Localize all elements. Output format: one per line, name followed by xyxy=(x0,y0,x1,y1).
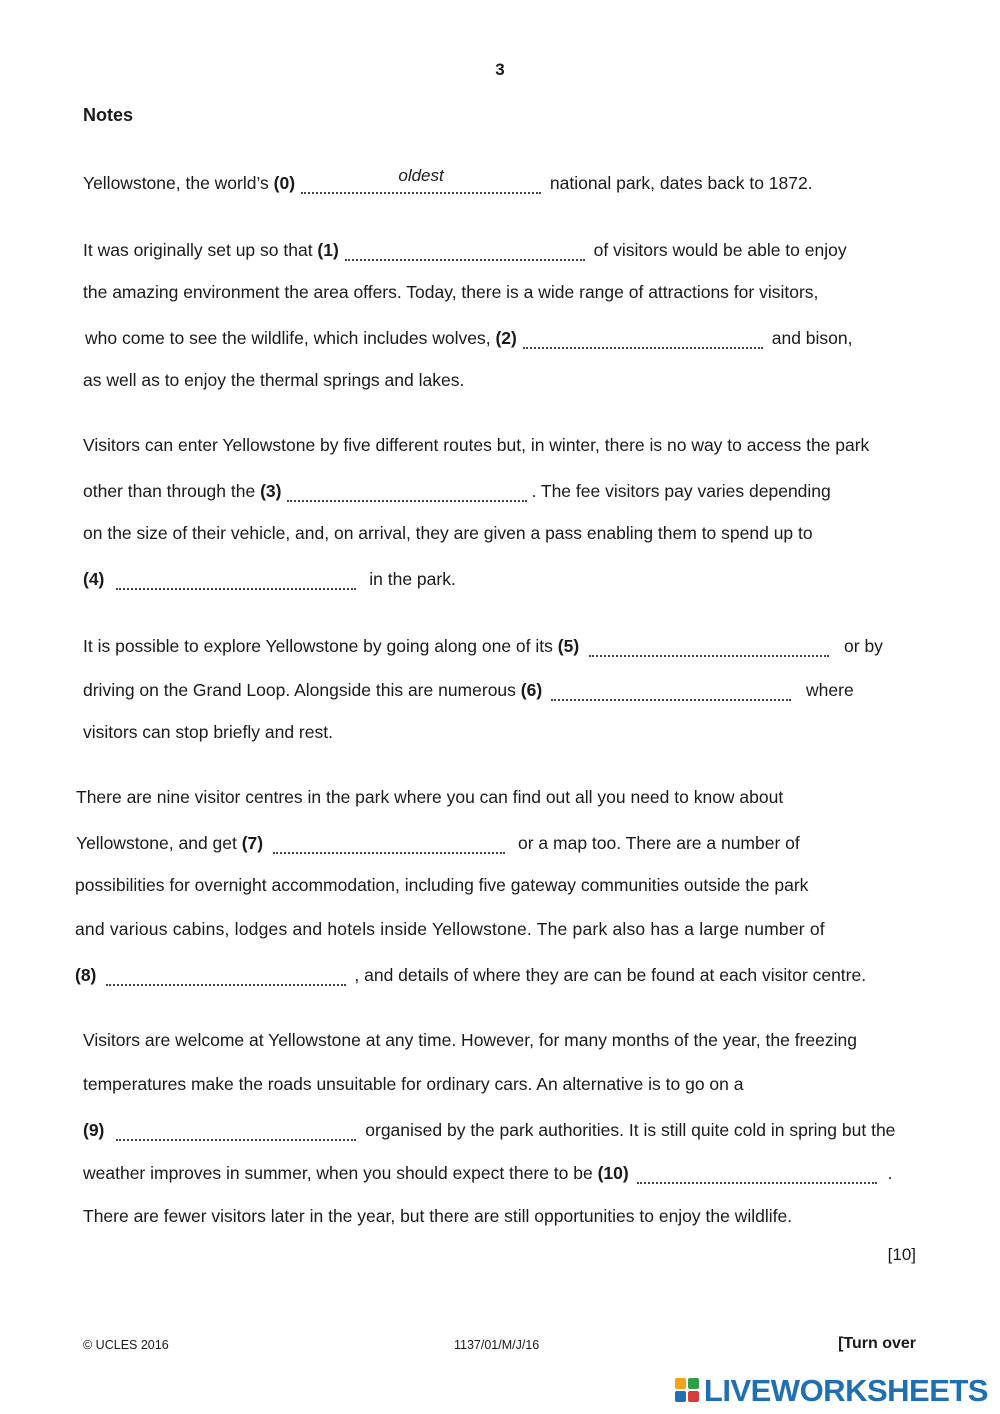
gap-number: (8) xyxy=(75,965,97,985)
text-line: other than through the (3) . The fee visitors pay varies depending xyxy=(83,478,831,502)
answer-input-3[interactable] xyxy=(287,478,527,500)
answer-blank-8[interactable] xyxy=(106,962,346,986)
total-marks: [10] xyxy=(887,1245,916,1264)
text-line: driving on the Grand Loop. Alongside this are numerous (6) where xyxy=(83,677,854,701)
answer-blank-5[interactable] xyxy=(589,633,829,657)
answer-blank-4[interactable] xyxy=(116,566,356,590)
gap-number: (1) xyxy=(317,240,339,260)
answer-blank-2[interactable] xyxy=(523,325,763,349)
answer-input-6[interactable] xyxy=(551,677,791,699)
gap-number: (0) xyxy=(273,173,296,193)
gap-number: (2) xyxy=(495,328,517,348)
answer-blank-3[interactable] xyxy=(287,478,527,502)
text-line: There are nine visitor centres in the park where you can find out all you need to know about xyxy=(76,787,784,807)
brand-name: LIVEWORKSHEETS xyxy=(703,1373,988,1408)
gap-number: (6) xyxy=(520,680,543,700)
text-line: (4) in the park. xyxy=(83,566,456,590)
text-line: visitors can stop briefly and rest. xyxy=(83,722,333,742)
text-line: who come to see the wildlife, which includes wolves, (2) and bison, xyxy=(85,325,853,349)
gap-number: (9) xyxy=(83,1120,105,1140)
paper-code: 1137/01/M/J/16 xyxy=(454,1338,540,1352)
answer-input-1[interactable] xyxy=(345,237,585,259)
answer-input-2[interactable] xyxy=(523,325,763,347)
text-line: possibilities for overnight accommodation, including five gateway communities outside the park xyxy=(75,875,809,895)
liveworksheets-brand xyxy=(675,1373,988,1409)
text-line: It was originally set up so that (1) of visitors would be able to enjoy xyxy=(83,237,847,261)
answer-input-7[interactable] xyxy=(273,830,505,852)
answer-input-9[interactable] xyxy=(116,1117,356,1139)
text-line: (9) organised by the park authorities. It is still quite cold in spring but the xyxy=(83,1117,895,1141)
text-line: Visitors are welcome at Yellowstone at any time. However, for many months of the year, the freezing xyxy=(83,1030,857,1050)
text-line: Yellowstone, and get (7) or a map too. There are a number of xyxy=(76,830,800,854)
answer-input-5[interactable] xyxy=(589,633,829,655)
text-line: and various cabins, lodges and hotels inside Yellowstone. The park also has a large number of xyxy=(75,919,825,939)
copyright-footer: © UCLES 2016 xyxy=(83,1338,169,1352)
text-line: Visitors can enter Yellowstone by five different routes but, in winter, there is no way to access the park xyxy=(83,435,870,455)
text-line: temperatures make the roads unsuitable for ordinary cars. An alternative is to go on a xyxy=(83,1074,744,1094)
gap-number: (7) xyxy=(241,833,264,853)
answer-input-4[interactable] xyxy=(116,566,356,588)
turn-over-label: [Turn over xyxy=(838,1335,916,1352)
gap-number: (3) xyxy=(260,481,282,501)
answer-blank-9[interactable] xyxy=(116,1117,356,1141)
text-line: There are fewer visitors later in the year, but there are still opportunities to enjoy the wildlife. xyxy=(83,1206,793,1226)
example-answer: oldest xyxy=(398,166,444,185)
text-line: the amazing environment the area offers. Today, there is a wide range of attractions for visitors, xyxy=(83,282,819,302)
gap-number: (10) xyxy=(597,1163,629,1183)
text-line: Yellowstone, the world’s (0) oldest national park, dates back to 1872. xyxy=(83,166,813,193)
text-line: It is possible to explore Yellowstone by going along one of its (5) or by xyxy=(83,633,883,657)
text-line: (8) , and details of where they are can be found at each visitor centre. xyxy=(75,962,866,986)
answer-blank-7[interactable] xyxy=(273,830,505,854)
answer-input-10[interactable] xyxy=(637,1160,877,1182)
answer-blank-10[interactable] xyxy=(637,1160,877,1184)
text-line: as well as to enjoy the thermal springs and lakes. xyxy=(83,370,465,390)
page-number: 3 xyxy=(495,60,505,79)
liveworksheets-logo-icon xyxy=(675,1378,701,1404)
text-line: on the size of their vehicle, and, on arrival, they are given a pass enabling them to spend up to xyxy=(83,523,813,543)
answer-blank-0 xyxy=(301,166,541,194)
answer-input-8[interactable] xyxy=(106,962,346,984)
text-line: weather improves in summer, when you should expect there to be (10) . xyxy=(83,1160,892,1184)
notes-heading: Notes xyxy=(83,105,134,125)
answer-blank-1[interactable] xyxy=(345,237,585,261)
gap-number: (4) xyxy=(83,569,105,589)
answer-blank-6[interactable] xyxy=(551,677,791,701)
gap-number: (5) xyxy=(557,636,580,656)
